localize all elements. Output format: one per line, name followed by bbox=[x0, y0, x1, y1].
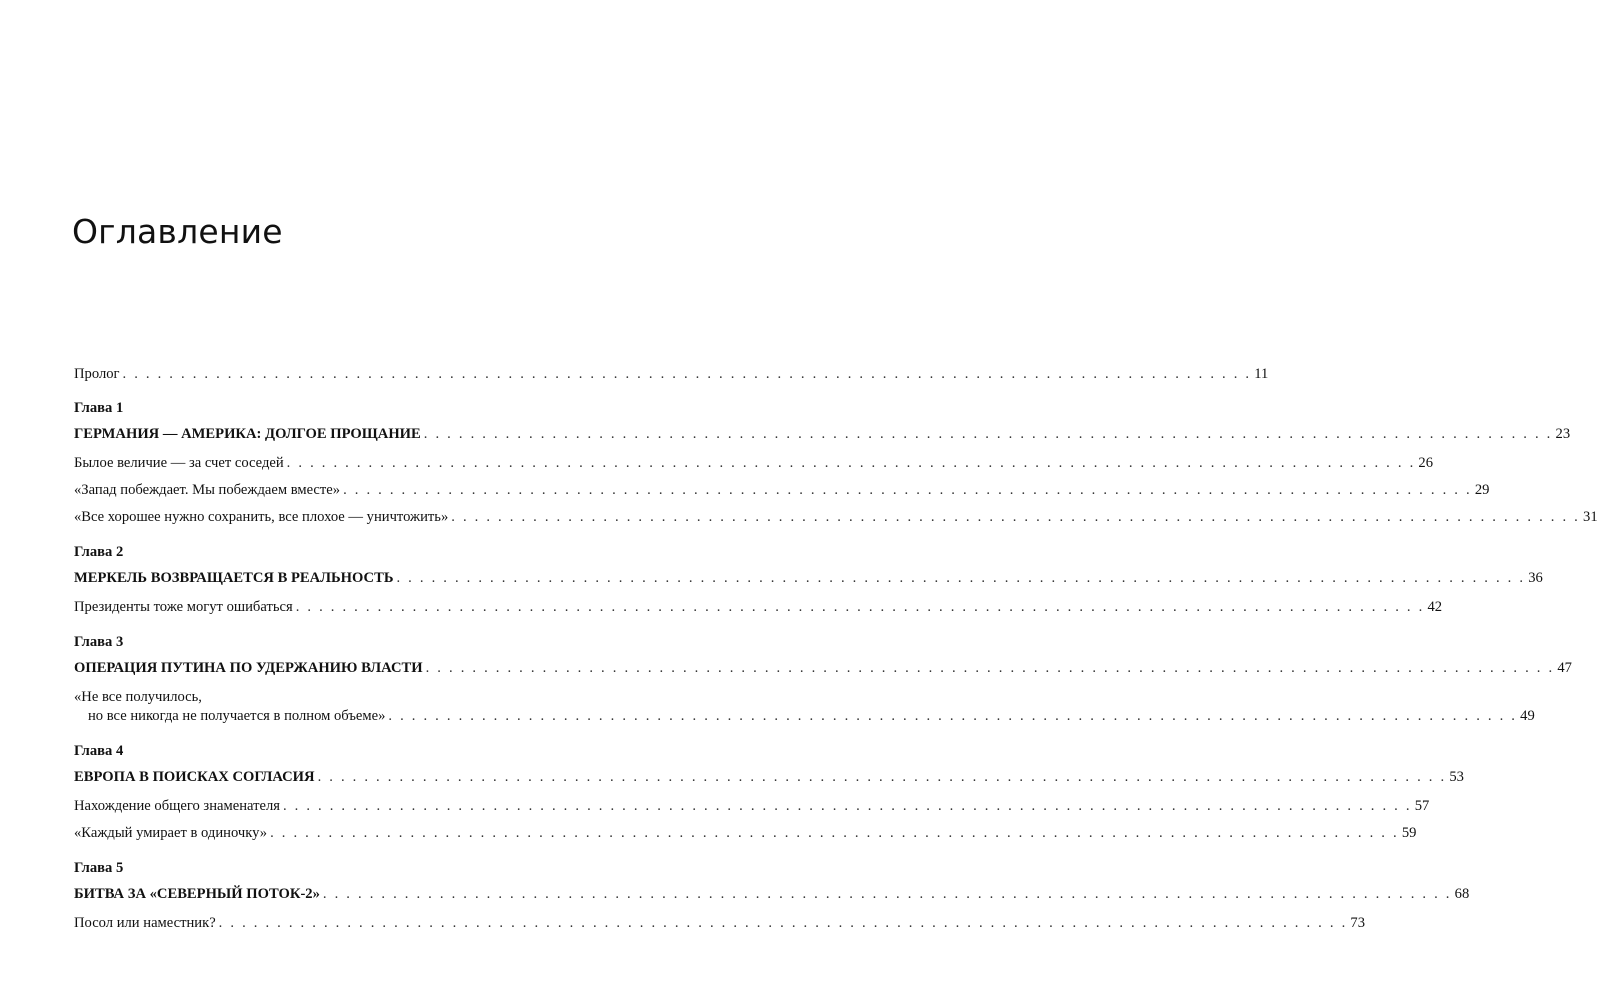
toc-entry-title: «Каждый умирает в одиночку» bbox=[74, 825, 268, 841]
toc-entry-page: 59 bbox=[1401, 825, 1417, 841]
toc-entry-title: Нахождение общего знаменателя bbox=[74, 798, 280, 814]
chapter-label: Глава 4 bbox=[74, 743, 124, 759]
toc-entry-title-line: «Не все получилось, bbox=[74, 689, 202, 705]
toc-entry-page: 23 bbox=[1555, 426, 1571, 442]
toc-entry bbox=[74, 707, 1535, 726]
toc-entry-chapter-2-title[interactable] bbox=[74, 569, 1543, 588]
chapter-5 bbox=[74, 859, 1470, 933]
toc-entry[interactable] bbox=[74, 454, 1434, 473]
leader-dots: . . . . . . . . . . . . . . . . . . . . . . . . . . . . . . . . . . . . . . . . . . . . . . . . . . . . . . . . . . . . . . . . . . . . . . . . . . . . . . . . . . . . . . . . . . . . . . . . . bbox=[388, 708, 1518, 724]
toc-entry[interactable] bbox=[74, 824, 1417, 843]
toc-entry-chapter-3-title[interactable] bbox=[74, 659, 1572, 678]
toc-entry-title: «Все хорошее нужно сохранить, все плохое — уничтожить» bbox=[74, 509, 449, 525]
toc-entry-page: 53 bbox=[1449, 769, 1464, 785]
toc-entry-title: Посол или наместник? bbox=[74, 915, 216, 931]
toc-entry-chapter-5-title[interactable] bbox=[74, 885, 1470, 904]
toc-entry-title: Пролог bbox=[74, 366, 120, 382]
leader-dots: . . . . . . . . . . . . . . . . . . . . . . . . . . . . . . . . . . . . . . . . . . . . . . . . . . . . . . . . . . . . . . . . . . . . . . . . . . . . . . . . . . . . . . . . . . . . . . . . . bbox=[396, 570, 1526, 586]
chapter-3 bbox=[74, 633, 1572, 726]
chapter-label: Глава 5 bbox=[74, 860, 124, 876]
chapter-4 bbox=[74, 742, 1464, 843]
toc-entry-page: 26 bbox=[1418, 455, 1434, 471]
toc-entry-title: ГЕРМАНИЯ — АМЕРИКА: ДОЛГОЕ ПРОЩАНИЕ bbox=[74, 426, 421, 442]
toc-entry-title: МЕРКЕЛЬ ВОЗВРАЩАЕТСЯ В РЕАЛЬНОСТЬ bbox=[74, 570, 394, 586]
leader-dots: . . . . . . . . . . . . . . . . . . . . . . . . . . . . . . . . . . . . . . . . . . . . . . . . . . . . . . . . . . . . . . . . . . . . . . . . . . . . . . . . . . . . . . . . . . . . . . . . . bbox=[423, 426, 1553, 442]
toc-entry-page: 47 bbox=[1557, 660, 1572, 676]
toc-entry-page: 42 bbox=[1427, 599, 1443, 615]
leader-dots: . . . . . . . . . . . . . . . . . . . . . . . . . . . . . . . . . . . . . . . . . . . . . . . . . . . . . . . . . . . . . . . . . . . . . . . . . . . . . . . . . . . . . . . . . . . . . . . . . bbox=[322, 886, 1452, 902]
leader-dots: . . . . . . . . . . . . . . . . . . . . . . . . . . . . . . . . . . . . . . . . . . . . . . . . . . . . . . . . . . . . . . . . . . . . . . . . . . . . . . . . . . . . . . . . . . . . . . . . . bbox=[343, 482, 1472, 498]
toc-entry-multiline[interactable] bbox=[74, 688, 1535, 726]
toc-entry-title: Былое величие — за счет соседей bbox=[74, 455, 284, 471]
toc-entry-title: БИТВА ЗА «СЕВЕРНЫЙ ПОТОК-2» bbox=[74, 886, 320, 902]
toc-entry-title: Президенты тоже могут ошибаться bbox=[74, 599, 293, 615]
toc-entry-chapter-1-title[interactable] bbox=[74, 425, 1571, 444]
toc-entry-page: 49 bbox=[1520, 708, 1535, 724]
toc-entry[interactable] bbox=[74, 598, 1443, 617]
chapter-2 bbox=[74, 543, 1543, 617]
chapter-label: Глава 3 bbox=[74, 634, 124, 650]
page-title: Оглавление bbox=[72, 212, 283, 251]
leader-dots: . . . . . . . . . . . . . . . . . . . . . . . . . . . . . . . . . . . . . . . . . . . . . . . . . . . . . . . . . . . . . . . . . . . . . . . . . . . . . . . . . . . . . . . . . . . . . . . . . bbox=[122, 366, 1252, 382]
toc-entry[interactable] bbox=[74, 508, 1598, 527]
chapter-label: Глава 1 bbox=[74, 400, 124, 416]
chapter-label: Глава 2 bbox=[74, 544, 124, 560]
toc-entry-title: ЕВРОПА В ПОИСКАХ СОГЛАСИЯ bbox=[74, 769, 315, 785]
leader-dots: . . . . . . . . . . . . . . . . . . . . . . . . . . . . . . . . . . . . . . . . . . . . . . . . . . . . . . . . . . . . . . . . . . . . . . . . . . . . . . . . . . . . . . . . . . . . . . . . . bbox=[218, 915, 1348, 931]
toc-entry-page: 36 bbox=[1528, 570, 1543, 586]
leader-dots: . . . . . . . . . . . . . . . . . . . . . . . . . . . . . . . . . . . . . . . . . . . . . . . . . . . . . . . . . . . . . . . . . . . . . . . . . . . . . . . . . . . . . . . . . . . . . . . . . bbox=[317, 769, 1447, 785]
toc-entry-page: 57 bbox=[1414, 798, 1430, 814]
toc-entry[interactable] bbox=[74, 914, 1366, 933]
toc-entry-page: 11 bbox=[1254, 366, 1269, 382]
toc-entry-page: 68 bbox=[1454, 886, 1470, 902]
toc-entry-page: 73 bbox=[1350, 915, 1366, 931]
toc-entry[interactable] bbox=[74, 481, 1490, 500]
toc-entry-title: ОПЕРАЦИЯ ПУТИНА ПО УДЕРЖАНИЮ ВЛАСТИ bbox=[74, 660, 423, 676]
chapter-1 bbox=[74, 399, 1598, 527]
toc-entry-prologue[interactable] bbox=[74, 365, 1269, 384]
leader-dots: . . . . . . . . . . . . . . . . . . . . . . . . . . . . . . . . . . . . . . . . . . . . . . . . . . . . . . . . . . . . . . . . . . . . . . . . . . . . . . . . . . . . . . . . . . . . . . . . . bbox=[295, 599, 1425, 615]
leader-dots: . . . . . . . . . . . . . . . . . . . . . . . . . . . . . . . . . . . . . . . . . . . . . . . . . . . . . . . . . . . . . . . . . . . . . . . . . . . . . . . . . . . . . . . . . . . . . . . . . bbox=[282, 798, 1412, 814]
toc-entry-page: 31 bbox=[1583, 509, 1598, 525]
toc-entry-page: 29 bbox=[1474, 482, 1490, 498]
leader-dots: . . . . . . . . . . . . . . . . . . . . . . . . . . . . . . . . . . . . . . . . . . . . . . . . . . . . . . . . . . . . . . . . . . . . . . . . . . . . . . . . . . . . . . . . . . . . . . . . . bbox=[270, 825, 1399, 841]
table-of-contents bbox=[74, 365, 1598, 949]
toc-entry-title: но все никогда не получается в полном объеме» bbox=[88, 708, 386, 724]
toc-entry-chapter-4-title[interactable] bbox=[74, 768, 1464, 787]
toc-entry[interactable] bbox=[74, 797, 1430, 816]
toc-entry-title: «Запад побеждает. Мы побеждаем вместе» bbox=[74, 482, 341, 498]
leader-dots: . . . . . . . . . . . . . . . . . . . . . . . . . . . . . . . . . . . . . . . . . . . . . . . . . . . . . . . . . . . . . . . . . . . . . . . . . . . . . . . . . . . . . . . . . . . . . . . . . bbox=[425, 660, 1555, 676]
leader-dots: . . . . . . . . . . . . . . . . . . . . . . . . . . . . . . . . . . . . . . . . . . . . . . . . . . . . . . . . . . . . . . . . . . . . . . . . . . . . . . . . . . . . . . . . . . . . . . . . . bbox=[286, 455, 1416, 471]
leader-dots: . . . . . . . . . . . . . . . . . . . . . . . . . . . . . . . . . . . . . . . . . . . . . . . . . . . . . . . . . . . . . . . . . . . . . . . . . . . . . . . . . . . . . . . . . . . . . . . . . bbox=[451, 509, 1581, 525]
